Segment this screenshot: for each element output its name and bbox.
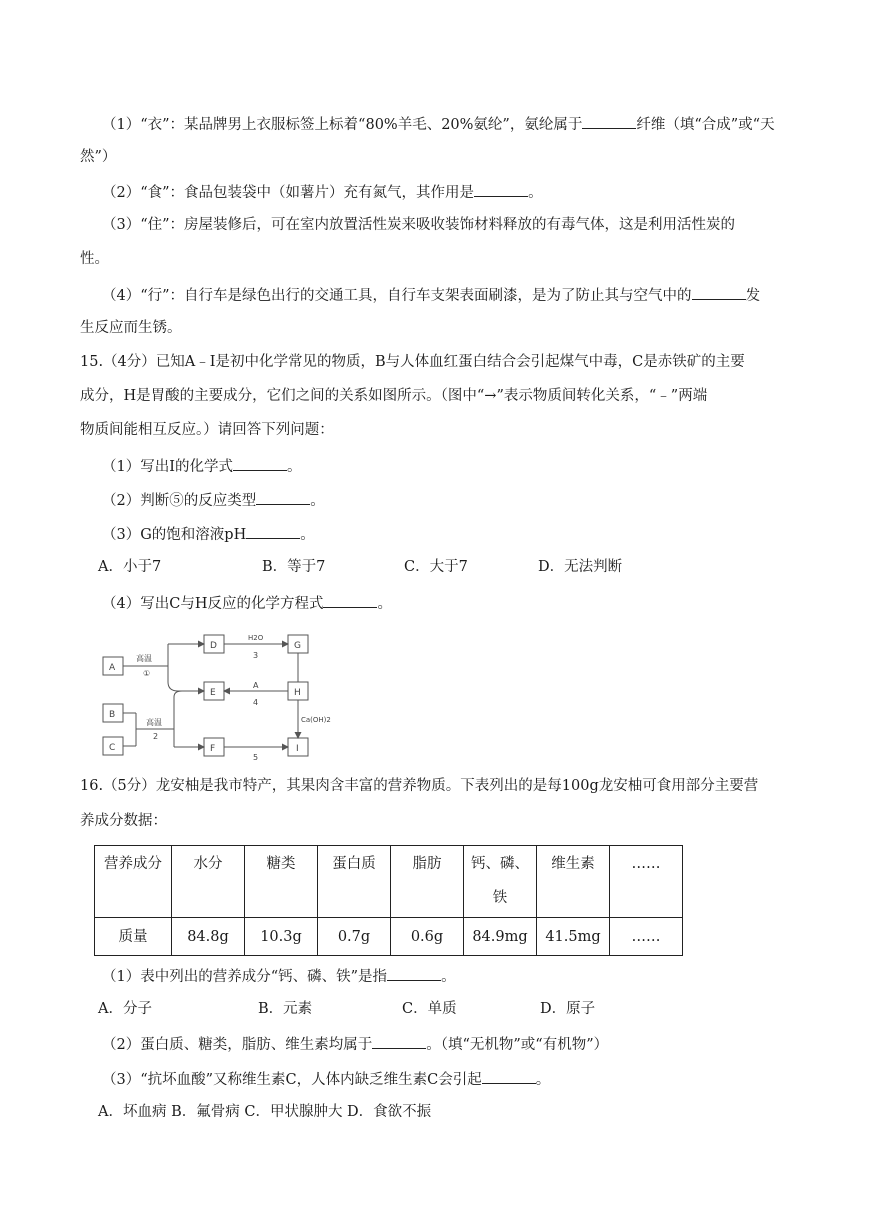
punct: 。 (528, 185, 543, 201)
table-cell: 营养成分 (95, 846, 172, 918)
table-cell (464, 846, 537, 918)
q16-stem-line1: 16.（5分）龙安柚是我市特产，其果肉含丰富的营养物质。下表列出的是每100g龙安柚可食用部分主要营 (80, 778, 759, 794)
answer-blank[interactable] (372, 1033, 426, 1049)
table-cell: 维生素 (537, 846, 610, 918)
table-cell: 41.5mg (537, 918, 610, 956)
label-a: A (253, 681, 259, 690)
q15-sub1 (102, 455, 301, 477)
q15-stem-line3: 物质间能相互反应。）请回答下列问题： (80, 422, 334, 438)
q14-part4-line1 (102, 284, 760, 306)
q15-sub3 (102, 523, 315, 545)
label-gaowen-2: 高温 (146, 718, 162, 727)
q14-part3-text-tail: 性。 (80, 251, 109, 267)
punct: 。 (286, 459, 302, 475)
label-step-3: 3 (253, 651, 259, 660)
answer-blank[interactable] (692, 284, 746, 300)
q15-stem-line1: 15.（4分）已知A﹣I是初中化学常见的物质，B与人体血红蛋白结合会引起煤气中毒，C是赤铁矿的主要 (80, 354, 745, 370)
q15-sub4-text: （4）写出C与H反应的化学方程式 (102, 596, 324, 612)
q14-part1-text-tail: 纤维（填“合成”或“天 (636, 117, 775, 133)
table-cell: 84.8g (172, 918, 245, 956)
q14-part4-text-tail: 发 (745, 288, 761, 304)
table-cell-text: 钙、磷、 (471, 856, 529, 872)
punct: 。 (300, 527, 315, 543)
table-cell: 0.6g (391, 918, 464, 956)
q14-part2-text: （2）“食”：食品包装袋中（如薯片）充有氮气，其作用是 (102, 185, 475, 201)
table-cell: 糖类 (245, 846, 318, 918)
option-c[interactable]: C．大于7 (404, 559, 468, 575)
q15-sub4 (102, 592, 392, 614)
answer-blank[interactable] (387, 965, 441, 981)
table-cell-text: 铁 (492, 890, 508, 906)
q16-options (80, 999, 780, 1019)
q15-stem-line2: 成分，H是胃酸的主要成分，它们之间的关系如图所示。（图中“→”表示物质间转化关系，“﹣”两端 (80, 388, 708, 404)
punct: 。 (441, 969, 456, 985)
option-b[interactable]: B．等于7 (262, 559, 326, 575)
reaction-diagram (98, 627, 368, 762)
answer-blank[interactable] (246, 523, 300, 539)
table-header-row (95, 846, 683, 918)
option-a[interactable]: A．小于7 (98, 559, 162, 575)
q15-sub2-text: （2）判断⑤的反应类型 (102, 493, 257, 509)
q16-stem-line2: 养成分数据： (80, 813, 167, 829)
answer-blank[interactable] (474, 181, 528, 197)
label-step-1: ① (143, 669, 151, 678)
node-c-label: C (109, 743, 116, 753)
q14-part1-line1 (102, 113, 775, 135)
answer-blank[interactable] (482, 1068, 536, 1084)
answer-blank[interactable] (582, 113, 636, 129)
punct: 。 (377, 596, 392, 612)
table-cell: 84.9mg (464, 918, 537, 956)
node-f-label: F (210, 744, 216, 754)
q16-sub1 (102, 965, 456, 987)
answer-blank[interactable] (323, 592, 377, 608)
label-h2o: H2O (248, 634, 264, 642)
node-h-label: H (294, 688, 301, 698)
label-step-4: 4 (253, 698, 259, 707)
q16-sub3-text: （3）“抗坏血酸”又称维生素C，人体内缺乏维生素C会引起 (102, 1072, 482, 1088)
table-cell: 水分 (172, 846, 245, 918)
option-a[interactable]: A．分子 (98, 1001, 152, 1017)
table-row (95, 918, 683, 956)
q16-sub3 (102, 1068, 550, 1090)
q15-options (80, 557, 780, 577)
node-i-label: I (296, 744, 299, 754)
punct: 。 (310, 493, 325, 509)
table-cell: 脂肪 (391, 846, 464, 918)
label-step-5: 5 (253, 753, 259, 762)
answer-blank[interactable] (256, 489, 310, 505)
node-g-label: G (294, 641, 301, 651)
q14-part2 (102, 181, 543, 203)
node-b-label: B (109, 710, 116, 720)
label-step-2: 2 (153, 732, 159, 741)
q16-sub2-text-tail: 。（填“无机物”或“有机物”） (426, 1037, 609, 1053)
q16-sub1-text: （1）表中列出的营养成分“钙、磷、铁”是指 (102, 969, 388, 985)
label-caoh2: Ca(OH)2 (301, 716, 331, 724)
option-c[interactable]: C．单质 (402, 1001, 457, 1017)
node-e-label: E (210, 688, 216, 698)
q15-sub3-text: （3）G的饱和溶液pH (102, 527, 247, 543)
q16-sub3-options: A．坏血病 B．氟骨病 C．甲状腺肿大 D．食欲不振 (98, 1104, 432, 1120)
option-b[interactable]: B．元素 (258, 1001, 313, 1017)
q15-sub1-text: （1）写出I的化学式 (102, 459, 233, 475)
label-gaowen-1: 高温 (136, 654, 152, 663)
q14-part3-line1: （3）“住”：房屋装修后，可在室内放置活性炭来吸收装饰材料释放的有毒气体，这是利用活性炭的 (102, 217, 736, 233)
option-d[interactable]: D．无法判断 (538, 559, 623, 575)
q16-sub2-text: （2）蛋白质、糖类，脂肪、维生素均属于 (102, 1037, 373, 1053)
node-a-label: A (109, 663, 116, 673)
table-cell: 10.3g (245, 918, 318, 956)
q14-part1-line2: 然”） (80, 149, 117, 165)
table-cell: 蛋白质 (318, 846, 391, 918)
table-cell: …… (610, 846, 683, 918)
answer-blank[interactable] (233, 455, 287, 471)
q16-sub2 (102, 1033, 608, 1055)
q14-part4-line2: 生反应而生锈。 (80, 320, 182, 336)
q14-part3-line2 (80, 249, 109, 269)
option-d[interactable]: D．原子 (540, 1001, 596, 1017)
q14-part1-text: （1）“衣”：某品牌男上衣服标签上标着“80%羊毛、20%氨纶”，氨纶属于 (102, 117, 583, 133)
table-cell: 0.7g (318, 918, 391, 956)
q15-sub2 (102, 489, 325, 511)
punct: 。 (535, 1072, 551, 1088)
table-cell: …… (610, 918, 683, 956)
nutrition-table (94, 845, 683, 956)
table-cell: 质量 (95, 918, 172, 956)
q14-part4-text: （4）“行”：自行车是绿色出行的交通工具，自行车支架表面刷漆，是为了防止其与空气中的 (102, 288, 692, 304)
node-d-label: D (210, 641, 217, 651)
